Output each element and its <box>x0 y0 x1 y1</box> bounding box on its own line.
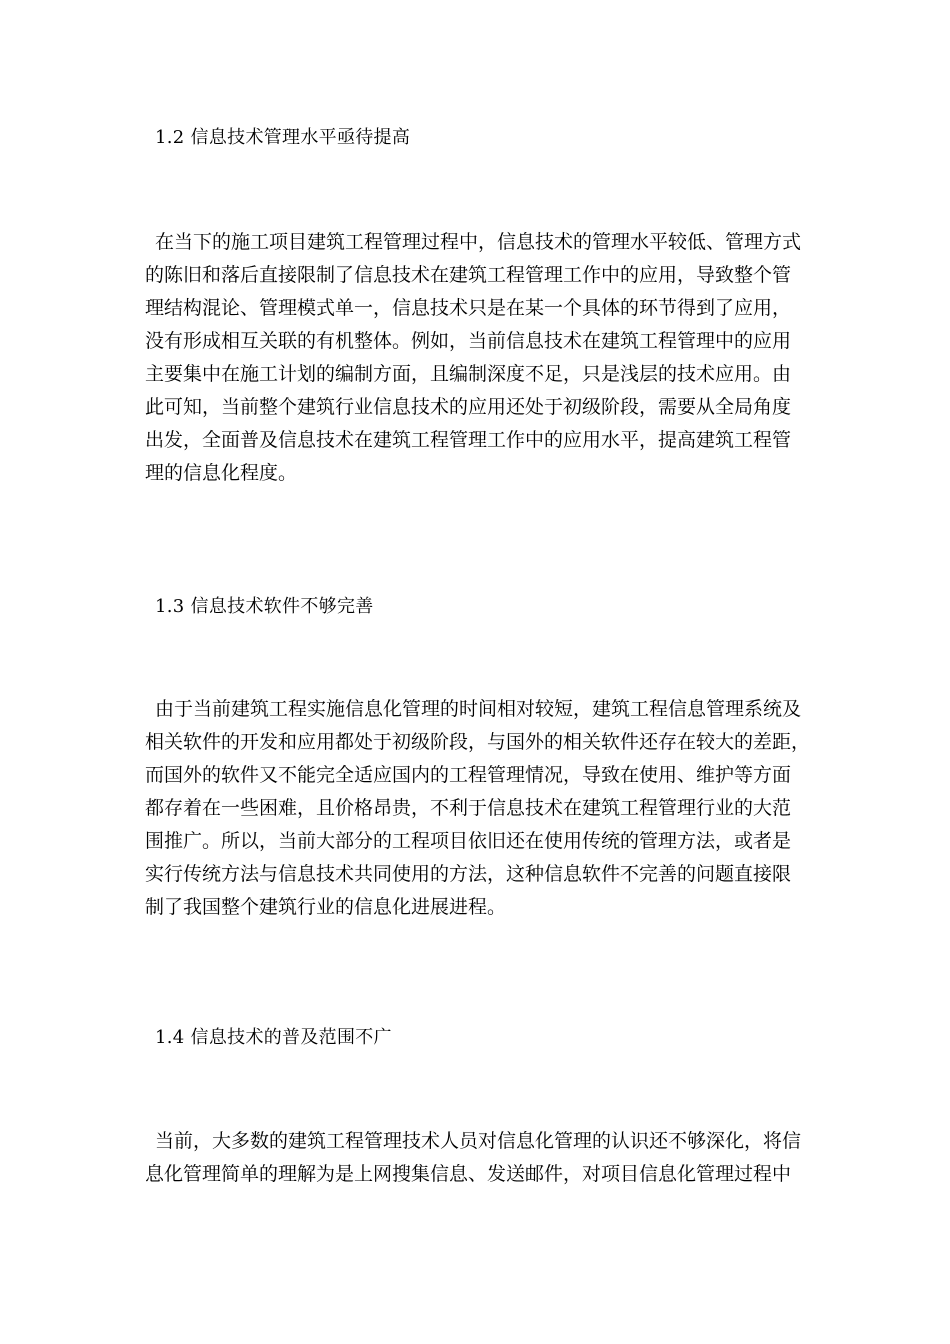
paragraph-line: 理的信息化程度。 <box>145 462 298 484</box>
paragraph-line: 没有形成相互关联的有机整体。例如，当前信息技术在建筑工程管理中的应用 <box>145 330 792 352</box>
paragraph-line: 围推广。所以，当前大部分的工程项目依旧还在使用传统的管理方法，或者是 <box>145 830 792 852</box>
paragraph-line: 相关软件的开发和应用都处于初级阶段，与国外的相关软件还存在较大的差距， <box>145 731 811 753</box>
paragraph-line: 制了我国整个建筑行业的信息化进展进程。 <box>145 896 507 918</box>
section-heading-1-4: 1.4 信息技术的普及范围不广 <box>155 1027 392 1048</box>
paragraph-line: 出发，全面普及信息技术在建筑工程管理工作中的应用水平，提高建筑工程管 <box>145 429 792 451</box>
paragraph-line: 当前，大多数的建筑工程管理技术人员对信息化管理的认识还不够深化，将信 <box>155 1130 802 1152</box>
paragraph-line: 实行传统方法与信息技术共同使用的方法，这种信息软件不完善的问题直接限 <box>145 863 792 885</box>
section-heading-1-3: 1.3 信息技术软件不够完善 <box>155 596 374 617</box>
paragraph-line: 此可知，当前整个建筑行业信息技术的应用还处于初级阶段，需要从全局角度 <box>145 396 792 418</box>
paragraph-line: 理结构混论、管理模式单一，信息技术只是在某一个具体的环节得到了应用， <box>145 297 792 319</box>
section-paragraph-1-4 <box>145 1125 825 1191</box>
paragraph-line: 而国外的软件又不能完全适应国内的工程管理情况，导致在使用、维护等方面 <box>145 764 792 786</box>
paragraph-line: 息化管理简单的理解为是上网搜集信息、发送邮件，对项目信息化管理过程中 <box>145 1163 792 1185</box>
paragraph-line: 由于当前建筑工程实施信息化管理的时间相对较短，建筑工程信息管理系统及 <box>155 698 802 720</box>
section-paragraph-1-3 <box>145 693 825 924</box>
paragraph-line: 都存着在一些困难，且价格昂贵，不利于信息技术在建筑工程管理行业的大范 <box>145 797 792 819</box>
paragraph-line: 主要集中在施工计划的编制方面，且编制深度不足，只是浅层的技术应用。由 <box>145 363 792 385</box>
section-heading-1-2: 1.2 信息技术管理水平亟待提高 <box>155 127 411 148</box>
section-paragraph-1-2 <box>145 226 825 490</box>
paragraph-line: 在当下的施工项目建筑工程管理过程中，信息技术的管理水平较低、管理方式 <box>155 231 802 253</box>
paragraph-line: 的陈旧和落后直接限制了信息技术在建筑工程管理工作中的应用，导致整个管 <box>145 264 792 286</box>
